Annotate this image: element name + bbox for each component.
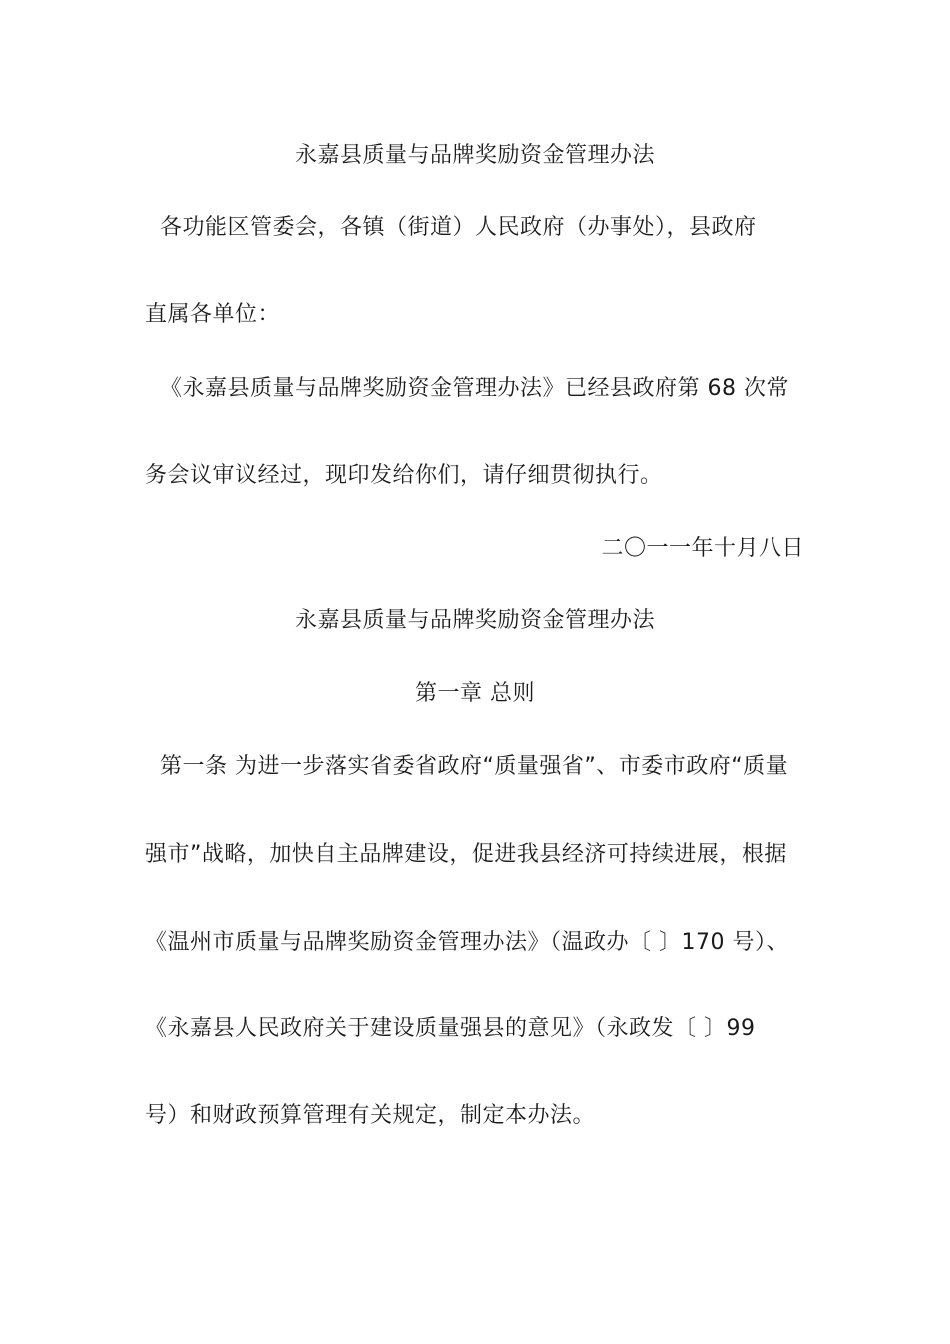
- addressee-line-1: 各功能区管委会，各镇（街道）人民政府（办事处），县政府: [160, 215, 757, 240]
- notice-title: 永嘉县质量与品牌奖励资金管理办法: [294, 143, 655, 168]
- article-1-line-2: 强市”战略，加快自主品牌建设，促进我县经济可持续进展，根据: [145, 842, 787, 867]
- addressee-line-2: 直属各单位：: [145, 302, 281, 327]
- body-paragraph-line-2: 务会议审议经过，现印发给你们，请仔细贯彻执行。: [145, 463, 663, 488]
- article-1-line-3: 《温州市质量与品牌奖励资金管理办法》（温政办〔 〕170 号）、: [145, 930, 789, 955]
- document-title: 永嘉县质量与品牌奖励资金管理办法: [294, 608, 655, 633]
- body-paragraph-line-1: 《永嘉县质量与品牌奖励资金管理办法》已经县政府第 68 次常: [160, 376, 789, 401]
- issue-date: 二〇一一年十月八日: [601, 536, 804, 561]
- article-1-line-1: 第一条 为进一步落实省委省政府“质量强省”、市委市政府“质量: [160, 754, 789, 779]
- chapter-title: 第一章 总则: [415, 681, 535, 706]
- article-1-line-5: 号）和财政预算管理有关规定，制定本办法。: [145, 1103, 596, 1128]
- article-1-line-4: 《永嘉县人民政府关于建设质量强县的意见》（永政发〔 〕99: [145, 1016, 756, 1041]
